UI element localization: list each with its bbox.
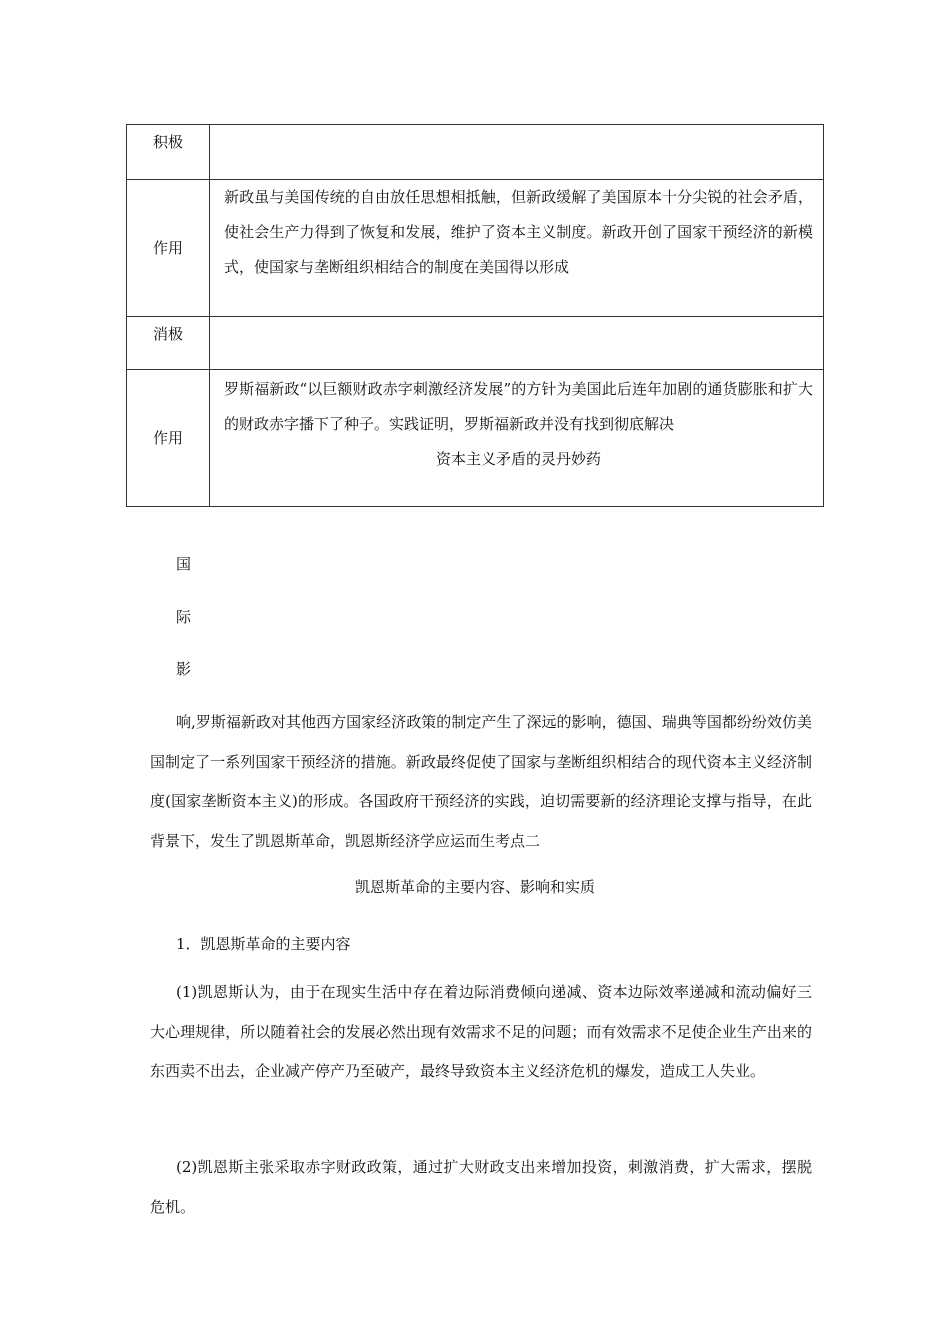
table-label-cell [127,180,210,317]
label-effect: 作用 [152,239,183,257]
positive-effect-text: 新政虽与美国传统的自由放任思想相抵触，但新政缓解了美国原本十分尖锐的社会矛盾，使社会生产力得到了恢复和发展，维护了资本主义制度。新政开创了国家干预经济的新模式，使国家与垄断组织相结合的制度在美国得以形成 [224,188,813,276]
vertical-char: 际 [176,608,192,626]
negative-effect-text-tail: 资本主义矛盾的灵丹妙药 [435,450,601,468]
table-content-cell [210,370,824,507]
table-empty-cell [210,125,824,180]
label-negative: 消极 [152,325,183,343]
label-positive: 积极 [152,133,183,151]
vertical-char: 国 [176,555,192,573]
table-label-cell [127,370,210,507]
content-paragraph-1: (1)凯恩斯认为，由于在现实生活中存在着边际消费倾向递减、资本边际效率递减和流动偏好三大心理规律，所以随着社会的发展必然出现有效需求不足的问题；而有效需求不足使企业生产出来的东西卖不出去，企业减产停产乃至破产，最终导致资本主义经济危机的爆发，造成工人失业。 [150,983,812,1080]
international-impact-paragraph: 响,罗斯福新政对其他西方国家经济政策的制定产生了深远的影响，德国、瑞典等国都纷纷效仿美国制定了一系列国家干预经济的措施。新政最终促使了国家与垄断组织相结合的现代资本主义经济制度(国家垄断资本主义)的形成。各国政府干预经济的实践，迫切需要新的经济理论支撑与指导，在此背景下，发生了凯恩斯革命，凯恩斯经济学应运而生考点二 [150,713,812,850]
table-label-cell [127,317,210,370]
item-title: 1．凯恩斯革命的主要内容 [176,935,351,953]
table-content-cell [210,180,824,317]
new-deal-evaluation-table [126,124,824,507]
section-heading: 凯恩斯革命的主要内容、影响和实质 [354,878,595,896]
negative-effect-text [210,370,823,477]
negative-effect-text-main: 罗斯福新政“以巨额财政赤字刺激经济发展”的方针为美国此后连年加剧的通货膨胀和扩大的财政赤字播下了种子。实践证明，罗斯福新政并没有找到彻底解决 [224,380,813,433]
content-paragraph-2: (2)凯恩斯主张采取赤字财政政策，通过扩大财政支出来增加投资，刺激消费，扩大需求，摆脱危机。 [150,1158,812,1216]
label-effect: 作用 [152,429,183,447]
table-label-cell [127,125,210,180]
vertical-char: 影 [176,660,192,678]
table-empty-cell [210,317,824,370]
